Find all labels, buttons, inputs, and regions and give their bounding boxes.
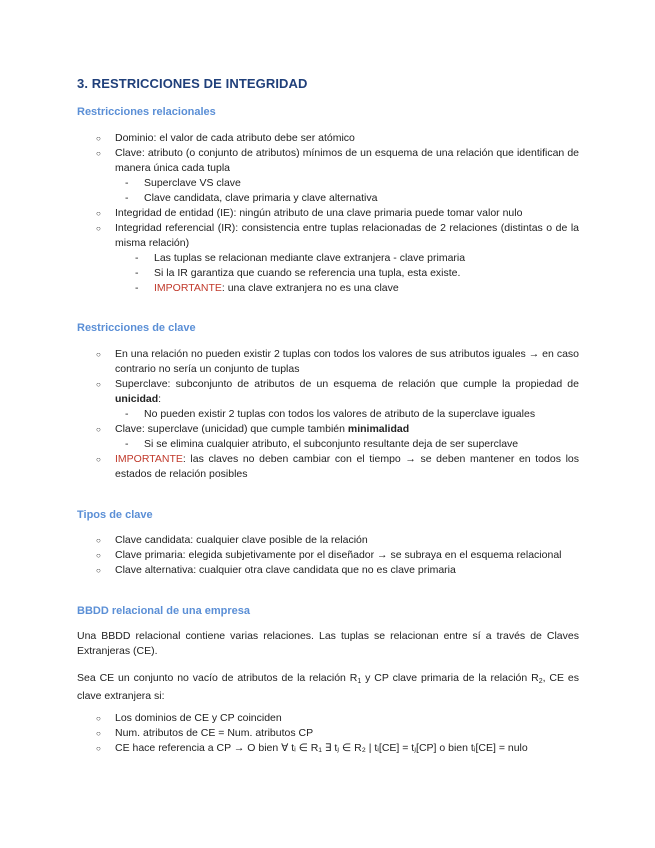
heading-bbdd-relacional: BBDD relacional de una empresa — [77, 605, 251, 617]
paragraph-bbdd: Una BBDD relacional contiene varias relaciones. Las tuplas se relacionan entre sí a través de Claves Extranjeras (CE). — [77, 630, 579, 657]
list-item: ○ CE hace referencia a CP → O bien ∀ tᵢ ∈ R₁ ∃ tⱼ ∈ R₂ | tᵢ[CE] = tⱼ[CP] o bien tᵢ[CE] = nulo — [96, 742, 528, 754]
sublist — [115, 437, 579, 452]
list-condiciones-ce — [0, 711, 655, 756]
list-item: ○ Num. atributos de CE = Num. atributos CP — [96, 727, 314, 739]
list-item: ○ Dominio: el valor de cada atributo debe ser atómico — [96, 132, 355, 144]
bullet-circle-icon: ○ — [96, 149, 101, 158]
list-item: ○ Clave alternativa: cualquier otra clave candidata que no es clave primaria — [96, 564, 456, 576]
sublist — [115, 407, 579, 422]
list-tipos-de-clave — [0, 533, 655, 578]
bullet-circle-icon: ○ — [96, 536, 101, 545]
bullet-dash-icon: - — [135, 267, 139, 279]
sublist-item: - Clave candidata, clave primaria y clave alternativa — [125, 192, 378, 204]
bold-term: minimalidad — [347, 423, 410, 435]
sublist — [115, 251, 579, 296]
sublist-item: - Las tuplas se relacionan mediante clave extranjera - clave primaria — [135, 252, 466, 264]
important-label: IMPORTANTE — [154, 282, 222, 294]
list-restricciones-relacionales — [0, 131, 655, 296]
bullet-circle-icon: ○ — [96, 350, 101, 359]
bullet-circle-icon: ○ — [96, 380, 101, 389]
bullet-circle-icon: ○ — [96, 551, 101, 560]
bullet-circle-icon: ○ — [96, 455, 101, 464]
list-item: ○ Integridad de entidad (IE): ningún atributo de una clave primaria puede tomar valor nulo — [96, 207, 523, 219]
bullet-circle-icon: ○ — [96, 714, 101, 723]
sublist-item: - Si la IR garantiza que cuando se referencia una tupla, esta existe. — [135, 267, 461, 279]
bullet-circle-icon: ○ — [96, 134, 101, 143]
sublist-item: - Si se elimina cualquier atributo, el subconjunto resultante deja de ser superclave — [125, 438, 519, 450]
list-item: ○ Los dominios de CE y CP coinciden — [96, 712, 282, 724]
sublist-item: - Superclave VS clave — [125, 177, 241, 189]
list-item: ○ Clave: atributo (o conjunto de atributos) mínimos de un esquema de una relación que identifican de manera única cada tupla - Superclave VS clave - Clave candidata, clave primaria y clave alternativa — [96, 147, 579, 204]
list-item: ○ En una relación no pueden existir 2 tuplas con todos los valores de sus atributos iguales → en caso contrario no sería un conjunto de tuplas — [96, 348, 579, 375]
bullet-circle-icon: ○ — [96, 224, 101, 233]
bullet-dash-icon: - — [135, 282, 139, 294]
list-item: ○ Integridad referencial (IR): consistencia entre tuplas relacionadas de 2 relaciones (distintas o de la misma relación) - Las tuplas se relacionan mediante clave extranjera - clave primaria - Si la IR garantiza que cuando se referencia una tupla, esta existe. - IMPORTANTE: una clave extranjera no es una clave — [96, 222, 579, 294]
bullet-circle-icon: ○ — [96, 729, 101, 738]
list-item: ○ IMPORTANTE: las claves no deben cambiar con el tiempo → se deben mantener en todos los estados de relación posibles — [96, 453, 579, 480]
section-title: 3. RESTRICCIONES DE INTEGRIDAD — [77, 76, 308, 91]
list-item: ○ Clave: superclave (unicidad) que cumple también minimalidad - Si se elimina cualquier atributo, el subconjunto resultante deja de ser superclave — [0, 422, 579, 452]
bullet-dash-icon: - — [125, 177, 129, 189]
heading-tipos-de-clave: Tipos de clave — [77, 509, 153, 521]
list-restricciones-de-clave — [0, 347, 655, 482]
bullet-dash-icon: - — [125, 438, 129, 450]
list-item: ○ Clave primaria: elegida subjetivamente por el diseñador → se subraya en el esquema relacional — [96, 549, 562, 561]
sublist-item: - No pueden existir 2 tuplas con todos los valores de atributo de la superclave iguales — [125, 408, 536, 420]
heading-restricciones-relacionales: Restricciones relacionales — [77, 106, 216, 118]
bullet-circle-icon: ○ — [96, 209, 101, 218]
bullet-circle-icon: ○ — [96, 566, 101, 575]
sublist — [115, 176, 579, 206]
sublist-item: - IMPORTANTE: una clave extranjera no es una clave — [135, 282, 399, 294]
list-item: ○ Superclave: subconjunto de atributos de un esquema de relación que cumple la propiedad de unicidad: - No pueden existir 2 tuplas con todos los valores de atributo de la superclave iguales — [96, 378, 579, 420]
bullet-dash-icon: - — [125, 192, 129, 204]
heading-restricciones-de-clave: Restricciones de clave — [77, 322, 196, 334]
bold-term: unicidad — [115, 393, 159, 405]
important-label: IMPORTANTE — [115, 453, 183, 465]
paragraph-definicion-ce: Sea CE un conjunto no vacío de atributos de la relación $R_1$ y CP clave primaria de la relación $R_2$, CE es clave extranjera si: — [77, 672, 579, 702]
bullet-circle-icon: ○ — [96, 744, 101, 753]
list-item: ○ Clave candidata: cualquier clave posible de la relación — [96, 534, 368, 546]
bullet-dash-icon: - — [135, 252, 139, 264]
bullet-dash-icon: - — [125, 408, 129, 420]
bullet-circle-icon: ○ — [96, 425, 101, 434]
